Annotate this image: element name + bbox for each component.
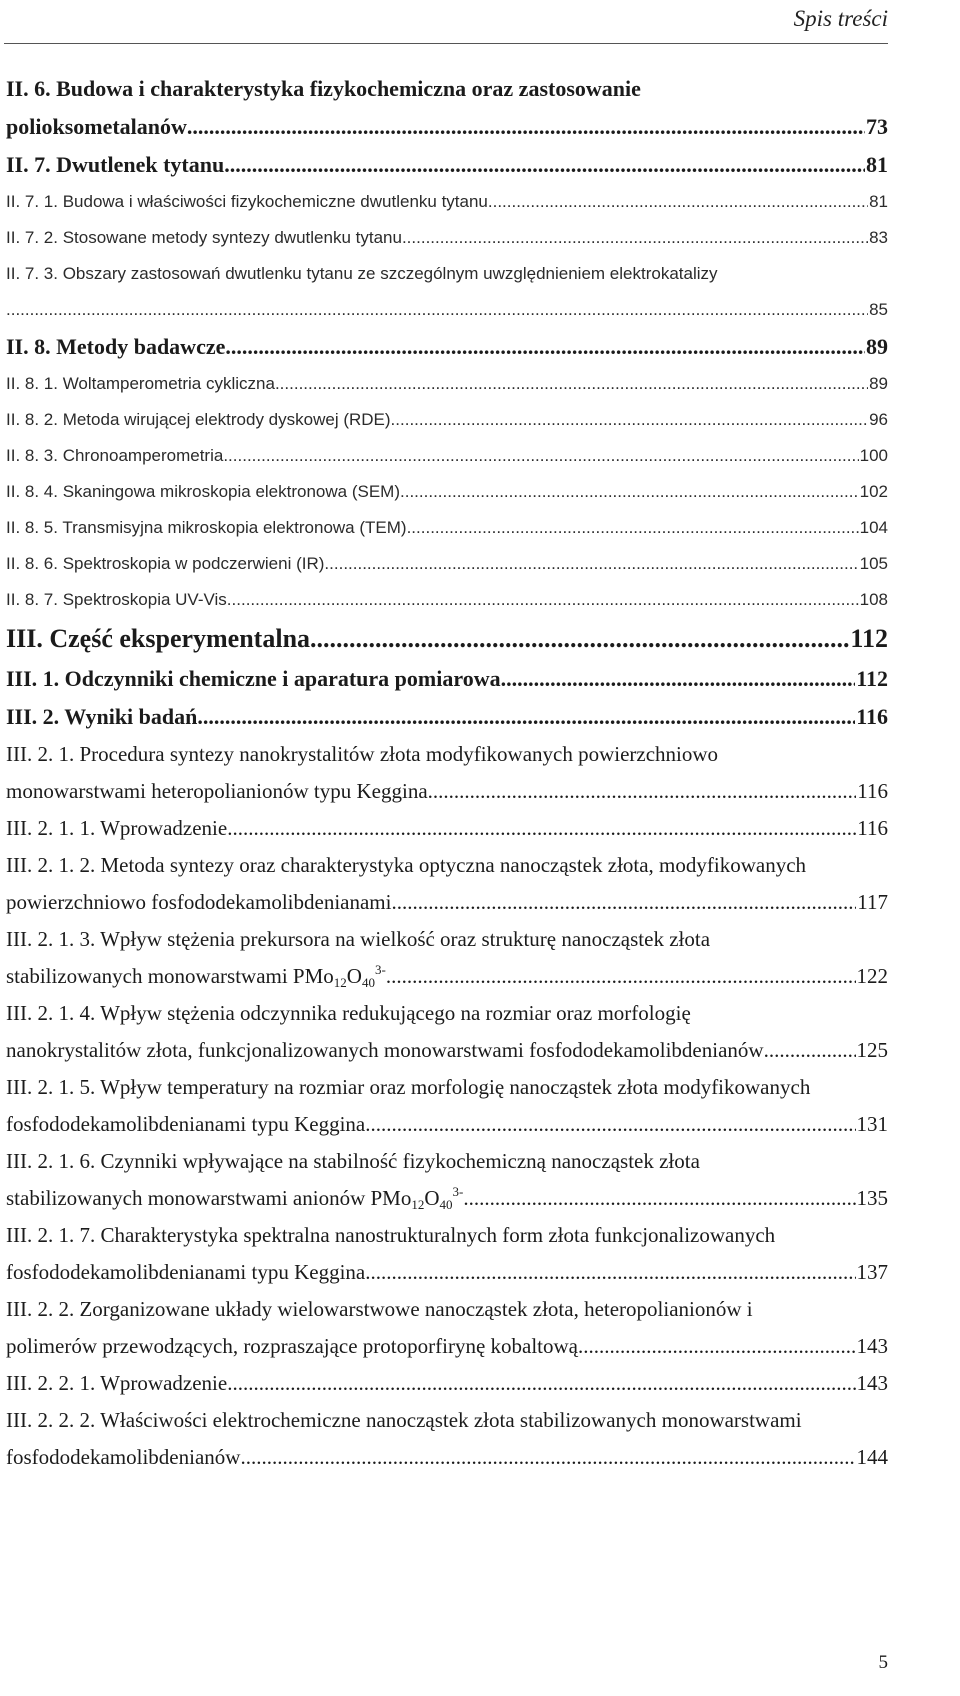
toc-entry-label: II. 8. 4. Skaningowa mikroskopia elektronowa (SEM): [6, 482, 401, 501]
formula-subscript: 40: [361, 975, 375, 990]
toc-entry[interactable]: [6, 70, 888, 146]
toc-entry[interactable]: [6, 847, 888, 921]
dot-leader: [275, 366, 868, 402]
dot-leader: [227, 582, 859, 618]
dot-leader: [764, 1032, 856, 1069]
toc-entry-label: III. 2. 1. 6. Czynniki wpływające na stabilność fizykochemiczną nanocząstek złota: [6, 1149, 700, 1173]
toc-entry[interactable]: [6, 474, 888, 510]
formula-text: O: [424, 1186, 440, 1210]
header-title: Spis treści: [793, 6, 888, 31]
toc-entry-label: III. 2. Wyniki badań: [6, 704, 198, 729]
toc-page-number: 122: [856, 964, 888, 988]
toc-entry-label: II. 7. 1. Budowa i właściwości fizykochemiczne dwutlenku tytanu: [6, 192, 488, 211]
toc-page-number: 144: [856, 1445, 888, 1469]
toc-page-number: 89: [869, 374, 888, 393]
dot-leader: [578, 1328, 856, 1365]
toc-entry[interactable]: [6, 660, 888, 698]
toc-entry[interactable]: [6, 256, 888, 328]
toc-entry-label: [6, 1180, 463, 1219]
toc-entry-label: powierzchniowo fosfododekamolibdenianami: [6, 890, 392, 914]
dot-leader: [488, 184, 868, 220]
dot-leader: [227, 810, 856, 847]
toc-page-number: 112: [856, 666, 888, 691]
toc-entry-label: II. 8. 2. Metoda wirującej elektrody dyskowej (RDE): [6, 410, 391, 429]
toc-entry-label: fosfododekamolibdenianów: [6, 1445, 241, 1469]
toc-page-number: 116: [857, 779, 888, 803]
formula-text: stabilizowanych monowarstwami anionów PMo: [6, 1186, 412, 1210]
toc-entry-label: II. 8. Metody badawcze: [6, 334, 226, 359]
toc-page-number: 117: [857, 890, 888, 914]
toc-entry-label: III. 2. 2. 2. Właściwości elektrochemiczne nanocząstek złota stabilizowanych monowarstwami: [6, 1408, 802, 1432]
toc-page-number: 83: [869, 228, 888, 247]
toc-entry[interactable]: [6, 402, 888, 438]
dot-leader: [365, 1254, 855, 1291]
toc-entry-label: II. 7. 3. Obszary zastosowań dwutlenku tytanu ze szczególnym uwzględnieniem elektrokatalizy: [6, 264, 718, 283]
toc-entry[interactable]: [6, 1143, 888, 1217]
toc-entry[interactable]: [6, 438, 888, 474]
toc-entry-label: III. 2. 1. 1. Wprowadzenie: [6, 816, 228, 840]
dot-leader: [225, 328, 865, 366]
formula-subscript: 40: [439, 1197, 453, 1212]
toc-page-number: 89: [866, 334, 888, 359]
toc-entry[interactable]: [6, 1402, 888, 1476]
toc-entry[interactable]: [6, 366, 888, 402]
dot-leader: [407, 510, 859, 546]
toc-page-number: 73: [866, 114, 888, 139]
dot-leader: [324, 546, 858, 582]
dot-leader: [365, 1106, 855, 1143]
toc-entry[interactable]: [6, 328, 888, 366]
toc-entry[interactable]: [6, 546, 888, 582]
toc-entry[interactable]: [6, 995, 888, 1069]
toc-page-number: 116: [857, 816, 888, 840]
dot-leader: [463, 1180, 855, 1217]
toc-entry[interactable]: [6, 220, 888, 256]
dot-leader: [240, 1439, 855, 1476]
toc-page-number: 135: [856, 1186, 888, 1210]
toc-entry[interactable]: [6, 736, 888, 810]
dot-leader: [400, 474, 859, 510]
dot-leader: [391, 884, 856, 921]
toc-entry[interactable]: [6, 810, 888, 847]
toc-entry-label: III. Część eksperymentalna: [6, 624, 311, 653]
toc-entry[interactable]: [6, 184, 888, 220]
toc-page-number: 81: [866, 152, 888, 177]
toc-page-number: 102: [859, 482, 888, 501]
toc-entry-label: II. 8. 3. Chronoamperometria: [6, 446, 224, 465]
toc-page-number: 116: [856, 704, 888, 729]
toc-entry[interactable]: [6, 1291, 888, 1365]
dot-leader: [428, 773, 857, 810]
toc-entry[interactable]: [6, 1365, 888, 1402]
dot-leader: [402, 220, 868, 256]
formula-text: O: [346, 964, 362, 988]
toc-entry[interactable]: [6, 921, 888, 995]
toc-entry-label: III. 2. 1. 7. Charakterystyka spektralna nanostrukturalnych form złota funkcjonalizowanych: [6, 1223, 776, 1247]
toc-entry[interactable]: [6, 582, 888, 618]
toc-entry-label: II. 8. 6. Spektroskopia w podczerwieni (IR): [6, 554, 325, 573]
toc-page-number: 96: [869, 410, 888, 429]
dot-leader: [187, 108, 865, 146]
toc-entry-label: III. 1. Odczynniki chemiczne i aparatura pomiarowa: [6, 666, 501, 691]
formula-superscript: 3-: [452, 1184, 464, 1199]
dot-leader: [224, 146, 865, 184]
toc-entry[interactable]: [6, 1069, 888, 1143]
dot-leader: [6, 292, 868, 328]
toc-entry[interactable]: [6, 146, 888, 184]
toc-entry-label: III. 2. 1. 3. Wpływ stężenia prekursora na wielkość oraz strukturę nanocząstek złota: [6, 927, 711, 951]
toc-page-number: 137: [856, 1260, 888, 1284]
toc-entry-label: III. 2. 2. Zorganizowane układy wielowarstwowe nanocząstek złota, heteropolianionów i: [6, 1297, 753, 1321]
dot-leader: [501, 660, 856, 698]
toc-page-number: 143: [856, 1334, 888, 1358]
toc-entry-label: II. 7. 2. Stosowane metody syntezy dwutlenku tytanu: [6, 228, 402, 247]
header-divider: [4, 43, 888, 44]
toc-entry-label: II. 7. Dwutlenek tytanu: [6, 152, 225, 177]
formula-subscript: 12: [411, 1197, 425, 1212]
toc-entry-label: III. 2. 1. 2. Metoda syntezy oraz charakterystyka optyczna nanocząstek złota, modyfikowanych: [6, 853, 807, 877]
dot-leader: [310, 618, 849, 660]
toc-entry-label: fosfododekamolibdenianami typu Keggina: [6, 1260, 366, 1284]
toc-entry-label: III. 2. 1. 4. Wpływ stężenia odczynnika redukującego na rozmiar oraz morfologię: [6, 1001, 691, 1025]
toc-entry-label: [6, 958, 386, 997]
dot-leader: [223, 438, 858, 474]
toc-page-number: 81: [869, 192, 888, 211]
toc-entry-label: III. 2. 2. 1. Wprowadzenie: [6, 1371, 228, 1395]
toc-page-number: 125: [856, 1038, 888, 1062]
toc-page-number: 100: [859, 446, 888, 465]
page-header: [0, 0, 960, 52]
toc-entry-label: II. 8. 5. Transmisyjna mikroskopia elektronowa (TEM): [6, 518, 407, 537]
toc-entry-label: II. 8. 7. Spektroskopia UV-Vis: [6, 590, 227, 609]
toc-entry[interactable]: [6, 1217, 888, 1291]
dot-leader: [391, 402, 869, 438]
toc-entry-label: monowarstwami heteropolianionów typu Keggina: [6, 779, 428, 803]
toc-entry-label: II. 6. Budowa i charakterystyka fizykochemiczna oraz zastosowanie: [6, 76, 641, 101]
page-number: 5: [878, 1652, 888, 1673]
toc-page-number: 85: [869, 300, 888, 319]
toc-entry[interactable]: [6, 618, 888, 660]
formula-superscript: 3-: [374, 962, 386, 977]
toc-page-number: 112: [850, 624, 888, 653]
toc-entry-label: III. 2. 1. 5. Wpływ temperatury na rozmiar oraz morfologię nanocząstek złota modyfikowanych: [6, 1075, 811, 1099]
toc-page-number: 108: [859, 590, 888, 609]
toc-entry-label: polioksometalanów: [6, 114, 187, 139]
toc-entry-label: II. 8. 1. Woltamperometria cykliczna: [6, 374, 275, 393]
dot-leader: [227, 1365, 855, 1402]
toc-entry-label: fosfododekamolibdenianami typu Keggina: [6, 1112, 366, 1136]
dot-leader: [197, 698, 855, 736]
formula-text: stabilizowanych monowarstwami PMo: [6, 964, 334, 988]
dot-leader: [386, 958, 856, 995]
toc-page-number: 143: [856, 1371, 888, 1395]
toc-entry[interactable]: [6, 510, 888, 546]
toc-page-number: 131: [856, 1112, 888, 1136]
toc-entry-label: nanokrystalitów złota, funkcjonalizowanych monowarstwami fosfododekamolibdenianów: [6, 1038, 764, 1062]
toc-page-number: 104: [859, 518, 888, 537]
formula-subscript: 12: [333, 975, 347, 990]
toc-entry-label: III. 2. 1. Procedura syntezy nanokrystalitów złota modyfikowanych powierzchniowo: [6, 742, 719, 766]
toc-entry[interactable]: [6, 698, 888, 736]
toc-entry-label: polimerów przewodzących, rozpraszające protoporfirynę kobaltową: [6, 1334, 578, 1358]
toc-page-number: 105: [859, 554, 888, 573]
table-of-contents: [6, 70, 888, 1476]
